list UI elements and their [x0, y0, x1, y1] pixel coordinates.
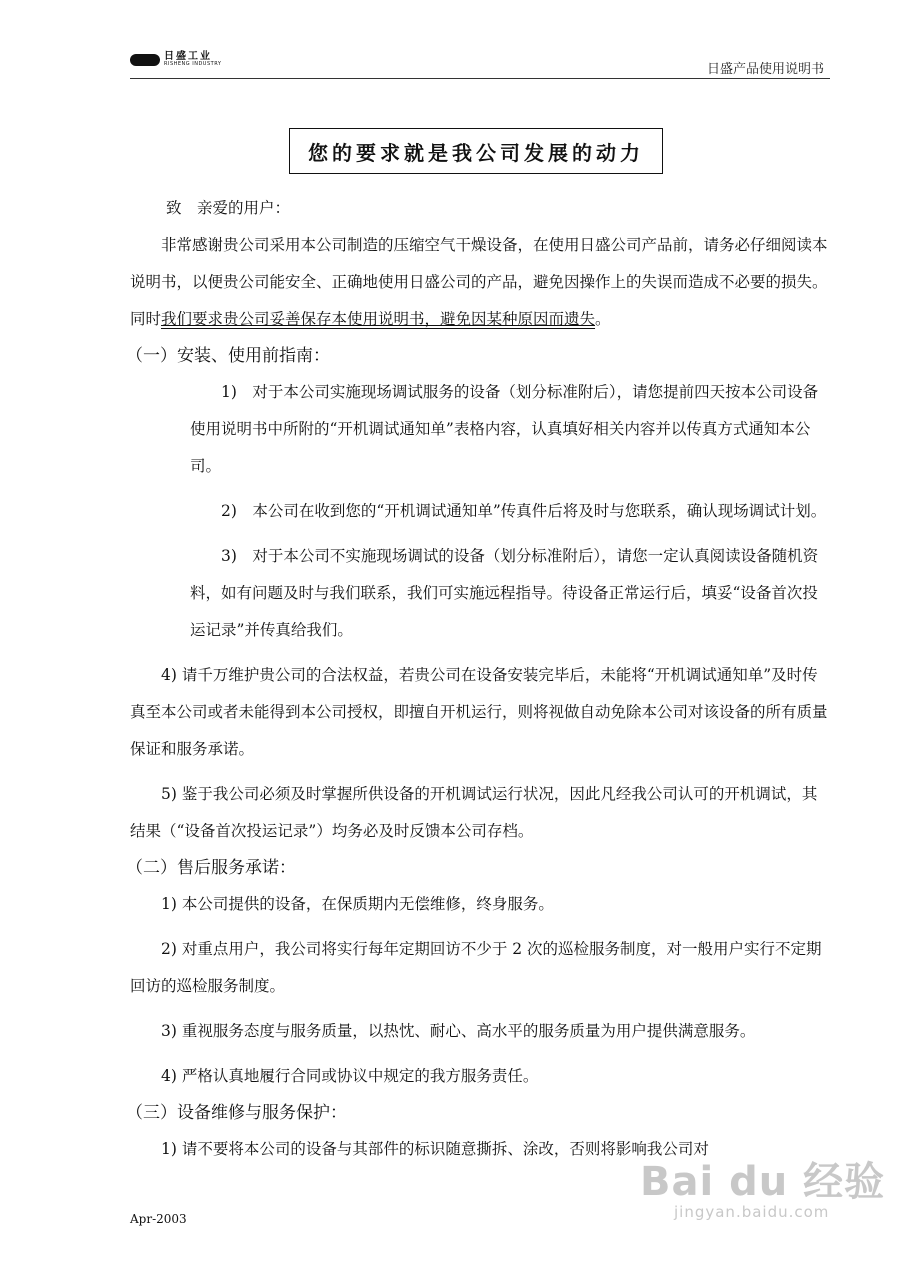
footer-date: Apr-2003 [130, 1212, 187, 1226]
company-logo [130, 52, 221, 67]
list-item: 4) 严格认真地履行合同或协议中规定的我方服务责任。 [161, 1067, 539, 1085]
list-item: 4) 请千万维护贵公司的合法权益，若贵公司在设备安装完毕后，未能将“开机调试通知单”及时传真至本公司或者未能得到本公司授权，即擅自开机运行，则将视做自动免除本公司对该设备的所有质量保证和服务承诺。 [130, 666, 828, 758]
list-item: 1) 对于本公司实施现场调试服务的设备（划分标准附后），请您提前四天按本公司设备使用说明书中所附的“开机调试通知单”表格内容，认真填好相关内容并以传真方式通知本公司。 [190, 383, 819, 475]
page-header [130, 48, 830, 79]
list-item: 2) 对重点用户，我公司将实行每年定期回访不少于 2 次的巡检服务制度，对一般用户实行不定期回访的巡检服务制度。 [130, 940, 822, 995]
intro-underlined-text: 我们要求贵公司妥善保存本使用说明书，避免因某种原因而遗失 [161, 310, 596, 328]
watermark-logo: Bai du 经验 [640, 1159, 886, 1205]
document-title: 日盛产品使用说明书 [706, 62, 824, 77]
list-item: 1) 请不要将本公司的设备与其部件的标识随意撕拆、涂改，否则将影响我公司对 [161, 1140, 709, 1158]
intro-paragraph [130, 227, 830, 338]
section-1-subitems [130, 374, 830, 649]
logo-cn-text: 日盛工业 [164, 51, 212, 62]
section-heading-1: （一）安装、使用前指南： [126, 346, 330, 366]
logo-en-text: RISHENG INDUSTRY [164, 61, 222, 67]
list-item: 1) 本公司提供的设备，在保质期内无偿维修，终身服务。 [161, 895, 554, 913]
intro-text: 非常感谢贵公司采用本公司制造的压缩空气干燥设备，在使用日盛公司产品前，请务必仔细阅读本说明书，以便贵公司能安全、正确地使用日盛公司的产品，避免因操作上的失误而造成不必要的损失。同时 [130, 236, 828, 328]
watermark [640, 1150, 885, 1221]
page-title: 您的要求就是我公司发展的动力 [289, 128, 663, 174]
watermark-url: jingyan.baidu.com [674, 1203, 830, 1221]
section-heading-3: （三）设备维修与服务保护： [126, 1103, 347, 1123]
list-item: 5) 鉴于我公司必须及时掌握所供设备的开机调试运行状况，因此凡经我公司认可的开机调试，其结果（“设备首次投运记录”）均务必及时反馈本公司存档。 [130, 785, 818, 840]
list-item: 3) 对于本公司不实施现场调试的设备（划分标准附后），请您一定认真阅读设备随机资料，如有问题及时与我们联系，我们可实施远程指导。待设备正常运行后，填妥“设备首次投运记录”并传真给我们。 [190, 547, 819, 639]
document-body [126, 190, 830, 1168]
section-heading-2: （二）售后服务承诺： [126, 858, 296, 878]
intro-end: 。 [595, 310, 611, 328]
list-item: 2) 本公司在收到您的“开机调试通知单”传真件后将及时与您联系，确认现场调试计划。 [221, 502, 827, 520]
greeting: 致 亲爱的用户： [166, 199, 291, 217]
list-item: 3) 重视服务态度与服务质量，以热忱、耐心、高水平的服务质量为用户提供满意服务。 [161, 1022, 756, 1040]
logo-mark-icon [130, 54, 160, 66]
